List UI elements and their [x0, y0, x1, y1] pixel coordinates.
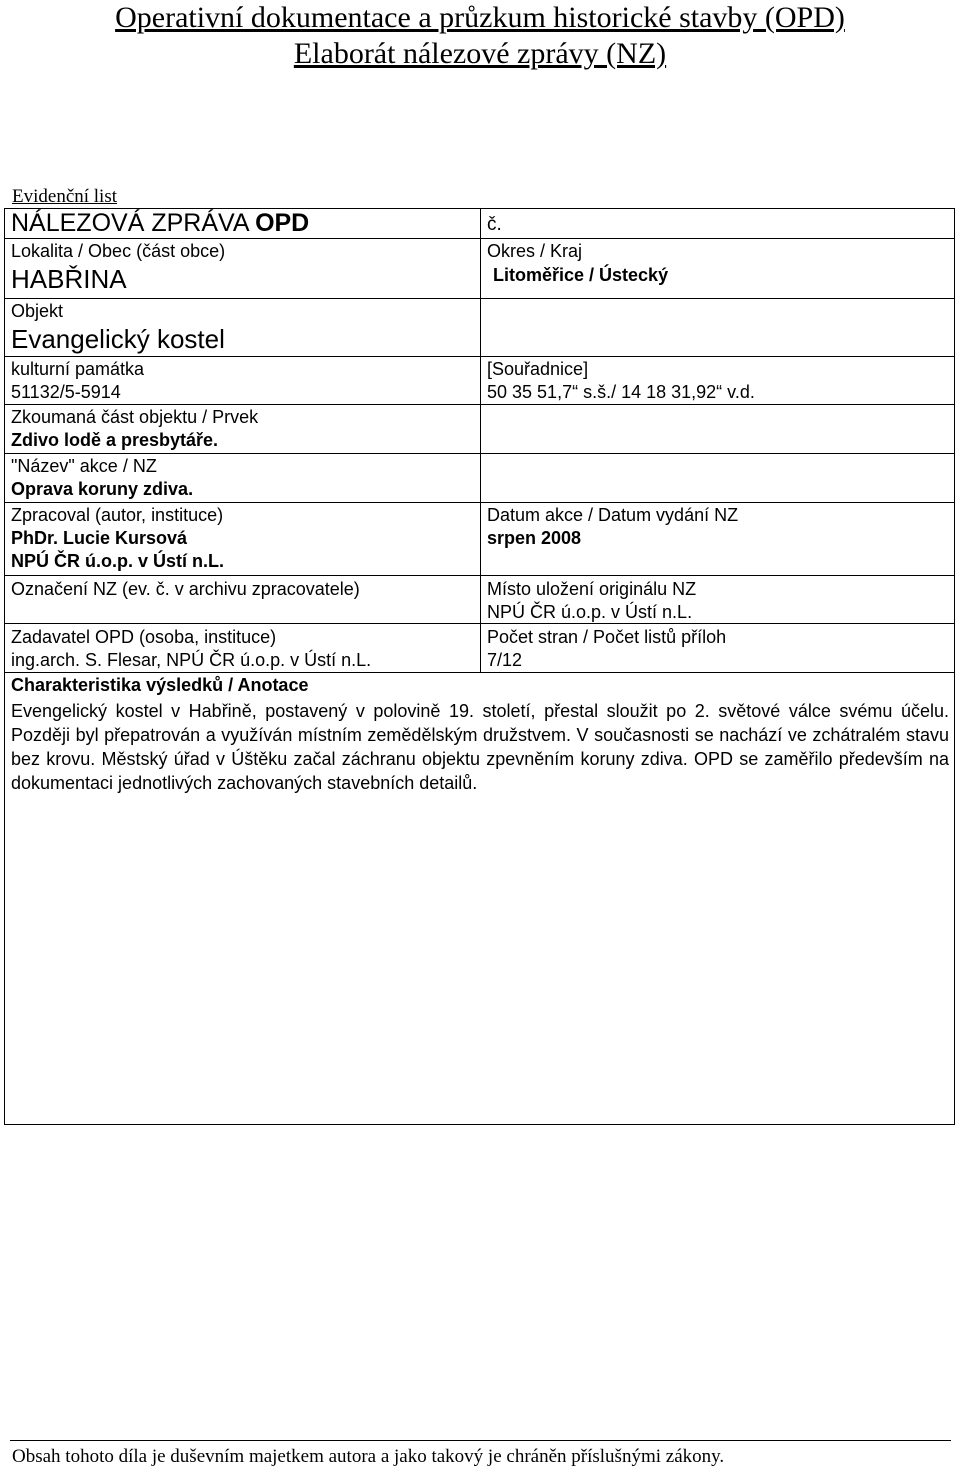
oznaceni-label: Označení NZ (ev. č. v archivu zpracovatele) — [11, 579, 360, 599]
document-header — [0, 0, 960, 72]
header-title-line1: Operativní dokumentace a průzkum historické stavby (OPD) — [115, 1, 845, 34]
anotace-label: Charakteristika výsledků / Anotace — [11, 675, 309, 695]
report-title-bold: OPD — [255, 209, 310, 237]
pamatka-label: kulturní památka — [11, 359, 145, 379]
datum-value: srpen 2008 — [487, 528, 582, 548]
row-objekt — [5, 299, 954, 357]
row-zpracoval — [5, 503, 954, 576]
footer-divider — [10, 1440, 951, 1441]
row-oznaceni — [5, 576, 954, 624]
copyright-footer: Obsah tohoto díla je duševním majetkem autora a jako takový je chráněn příslušnými zákony. — [12, 1446, 725, 1467]
header-title-line2: Elaborát nálezové zprávy (NZ) — [293, 37, 667, 70]
zpracoval-label: Zpracoval (autor, instituce) — [11, 505, 224, 525]
evidence-sheet — [4, 208, 955, 1125]
row-pamatka — [5, 357, 954, 405]
row-lokalita — [5, 239, 954, 299]
row-nazev — [5, 454, 954, 503]
row-zadavatel — [5, 624, 954, 673]
report-title-prefix: NÁLEZOVÁ ZPRÁVA — [11, 209, 256, 237]
souradnice-label: [Souřadnice] — [487, 359, 589, 379]
pocet-label: Počet stran / Počet listů příloh — [487, 627, 727, 647]
zadavatel-label: Zadavatel OPD (osoba, instituce) — [11, 627, 277, 647]
objekt-label: Objekt — [11, 301, 64, 321]
pocet-value: 7/12 — [487, 650, 523, 670]
objekt-value: Evangelický kostel — [11, 324, 225, 354]
lokalita-label: Lokalita / Obec (část obce) — [11, 241, 226, 261]
row-title — [5, 209, 954, 239]
row-cast — [5, 405, 954, 454]
misto-label: Místo uložení originálu NZ — [487, 579, 697, 599]
misto-value: NPÚ ČR ú.o.p. v Ústí n.L. — [487, 602, 693, 622]
datum-label: Datum akce / Datum vydání NZ — [487, 505, 739, 525]
pamatka-value: 51132/5-5914 — [11, 382, 121, 402]
anotace-text: Evengelický kostel v Habřině, postavený v polovině 19. století, přestal sloužit po 2. světové válce svému účelu. Později byl přepatrován a využíván místním zemědělským družstvem. V současnosti se nachází ve zchátralém stavu bez krovu. Městský úřad v Úštěku začal záchranu objektu zpevněním koruny zdiva. OPD se zaměřilo především na dokumentaci jednotlivých zachovaných stavebních detailů. — [11, 701, 949, 793]
report-title — [11, 207, 309, 239]
zpracoval-institution: NPÚ ČR ú.o.p. v Ústí n.L. — [11, 551, 225, 571]
zadavatel-value: ing.arch. S. Flesar, NPÚ ČR ú.o.p. v Ústí n.L. — [11, 650, 372, 670]
lokalita-value: HABŘINA — [11, 264, 127, 294]
report-number-label: č. — [487, 214, 502, 235]
okres-label: Okres / Kraj — [487, 241, 583, 261]
nazev-value: Oprava koruny zdiva. — [11, 479, 194, 499]
zpracoval-author: PhDr. Lucie Kursová — [11, 528, 188, 548]
cast-value: Zdivo lodě a presbytáře. — [11, 430, 219, 450]
cast-label: Zkoumaná část objektu / Prvek — [11, 407, 259, 427]
nazev-label: "Název" akce / NZ — [11, 456, 157, 476]
evidencni-list-label: Evidenční list — [12, 186, 118, 207]
souradnice-value: 50 35 51,7“ s.š./ 14 18 31,92“ v.d. — [487, 382, 755, 402]
okres-value: Litoměřice / Ústecký — [493, 265, 669, 285]
